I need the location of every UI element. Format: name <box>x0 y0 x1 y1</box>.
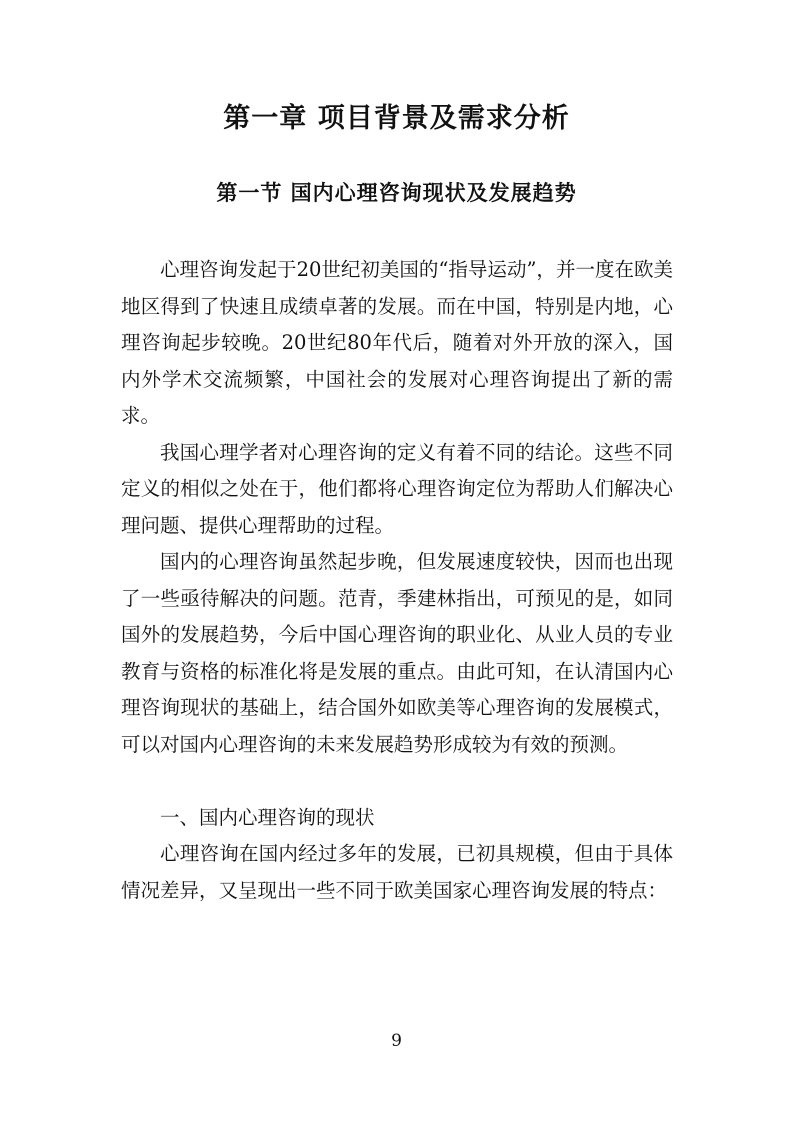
paragraph-1: 心理咨询发起于20世纪初美国的“指导运动”，并一度在欧美地区得到了快速且成绩卓著的发展。而在中国，特别是内地，心理咨询起步较晚。20世纪80年代后，随着对外开放的深入，国内外学术交流频繁，中国社会的发展对心理咨询提出了新的需求。 <box>121 258 673 427</box>
paragraph-4: 心理咨询在国内经过多年的发展，已初具规模，但由于具体情况差异，又呈现出一些不同于欧美国家心理咨询发展的特点： <box>121 842 673 902</box>
section-title: 第一节 国内心理咨询现状及发展趋势 <box>216 181 577 205</box>
page-number: 9 <box>391 1031 402 1051</box>
body-text <box>121 252 673 909</box>
chapter-title: 第一章 项目背景及需求分析 <box>223 103 570 134</box>
paragraph-3: 国内的心理咨询虽然起步晚，但发展速度较快，因而也出现了一些亟待解决的问题。范青，季建林指出，可预见的是，如同国外的发展趋势，今后中国心理咨询的职业化、从业人员的专业教育与资格的标准化将是发展的重点。由此可知，在认清国内心理咨询现状的基础上，结合国外如欧美等心理咨询的发展模式，可以对国内心理咨询的未来发展趋势形成较为有效的预测。 <box>121 550 673 756</box>
subheading: 一、国内心理咨询的现状 <box>160 805 375 829</box>
paragraph-2: 我国心理学者对心理咨询的定义有着不同的结论。这些不同定义的相似之处在于，他们都将心理咨询定位为帮助人们解决心理问题、提供心理帮助的过程。 <box>121 440 673 537</box>
